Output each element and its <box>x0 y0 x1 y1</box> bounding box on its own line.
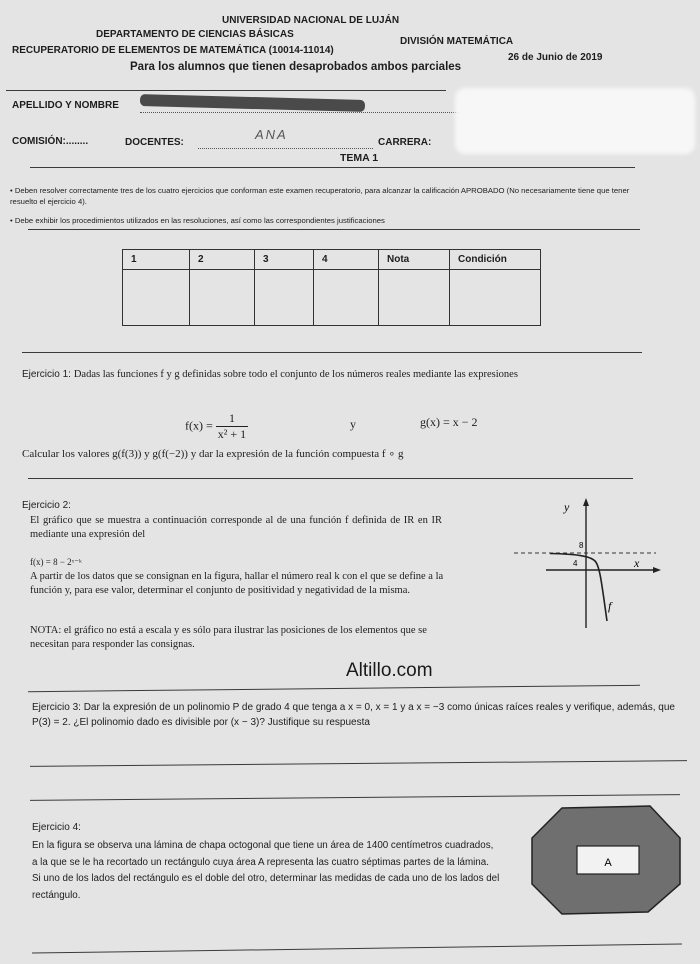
ej4-text: En la figura se observa una lámina de chapa octogonal que tiene un área de 1400 centímetros cuadrados, a la que se le ha recortado un rectángulo cuya área A representa las cuatro séptimas partes de la lámina. Si uno de los lados del rectángulo es el doble del otro, determinar las medidas de cada uno de los lados del rectángulo. <box>32 840 500 901</box>
ej3-text: Dar la expresión de un polinomio P de grado 4 que tenga a x = 0, x = 1 y a x = −3 como únicas raíces reales y verifique, además, que P(3) = 2. ¿El polinomio dado es divisible por (x − 3)? Justifique su respuesta <box>32 702 675 728</box>
grade-cell-nota[interactable] <box>379 270 450 326</box>
ej2-nota: NOTA: el gráfico no está a escala y es sólo para ilustrar las posiciones de los elementos que se necesitan para responder las consignas. <box>30 625 427 650</box>
ej1-text: Dadas las funciones f y g definidas sobre todo el conjunto de los números reales mediante las expresiones <box>73 369 518 380</box>
bullet-icon: • <box>10 186 15 195</box>
ej2-text-2: A partir de los datos que se consignan en la figura, hallar el número real k con el que se define a la función y, para ese valor, determinar el conjunto de positividad y negatividad de la misma. <box>30 571 444 596</box>
graph-y-arrow-icon <box>583 498 589 506</box>
ej1-f-definition <box>185 411 248 442</box>
instruction-1: • Deben resolver correctamente tres de los cuatro ejercicios que conforman este examen recuperatorio, para alcanzar la calificación APROBADO (No necesariamente tiene que tener resuelto el ejercicio 4). <box>10 186 630 206</box>
graph-intercept-label: 4 <box>573 559 578 568</box>
grade-header-nota: Nota <box>379 250 450 270</box>
graph-y-label: y <box>564 500 570 514</box>
ej1-f-lhs: f(x) = <box>185 418 213 433</box>
grade-header-condicion: Condición <box>450 250 541 270</box>
bullet-icon: • <box>10 216 15 225</box>
docentes-handwritten: ANA <box>255 127 288 142</box>
university-name: UNIVERSIDAD NACIONAL DE LUJÁN <box>222 15 400 26</box>
docentes-dots <box>198 148 373 149</box>
ej1-y-word: y <box>350 417 356 431</box>
ej2-divider <box>28 685 640 692</box>
table-divider <box>22 352 642 353</box>
department-name: DEPARTAMENTO DE CIENCIAS BÁSICAS <box>96 29 294 40</box>
name-dots <box>140 112 460 113</box>
grade-cell-3[interactable] <box>255 270 314 326</box>
ej1-g-definition: g(x) = x − 2 <box>420 415 478 429</box>
ej1-f-numerator: 1 <box>216 411 248 427</box>
ej1-divider <box>28 478 633 479</box>
instruction-2: • Debe exhibir los procedimientos utilizados en las resoluciones, así como las correspondientes justificaciones <box>10 216 385 225</box>
ej2-title: Ejercicio 2: <box>22 500 71 511</box>
docentes-label: DOCENTES: <box>125 137 184 148</box>
ej4-figure <box>520 800 688 922</box>
grade-cell-2[interactable] <box>190 270 255 326</box>
tema-label: TEMA 1 <box>340 152 379 164</box>
ej1-f-denominator: x² + 1 <box>217 427 247 441</box>
ej1-statement <box>22 366 652 383</box>
ej2-graph <box>506 496 666 636</box>
ej1-title: Ejercicio 1: <box>22 369 71 380</box>
ej3-divider-top <box>30 760 687 767</box>
grade-cell-condicion[interactable] <box>450 270 541 326</box>
graph-curve <box>550 554 607 622</box>
audience-line: Para los alumnos que tienen desaprobados ambos parciales <box>130 61 462 73</box>
watermark: Altillo.com <box>346 660 433 681</box>
rectangle-area-label: A <box>604 857 612 869</box>
exam-date: 26 de Junio de 2019 <box>508 52 603 63</box>
carrera-label: CARRERA: <box>378 137 432 148</box>
graph-curve-label: f <box>608 599 612 613</box>
ej1-f-fraction <box>216 411 248 442</box>
division-name: DIVISIÓN MATEMÁTICA <box>400 36 514 47</box>
grade-cell-1[interactable] <box>123 270 190 326</box>
graph-x-arrow-icon <box>653 567 661 573</box>
ej2-text-1: El gráfico que se muestra a continuación corresponde al de una función f definida de IR en IR mediante una expresión del <box>30 515 442 540</box>
grade-header-2: 2 <box>190 250 255 270</box>
name-label: APELLIDO Y NOMBRE <box>12 100 119 111</box>
ej1-question: Calcular los valores g(f(3)) y g(f(−2)) y dar la expresión de la función compuesta f ∘ g <box>22 448 404 460</box>
ej4-divider <box>32 943 682 953</box>
exam-title: RECUPERATORIO DE ELEMENTOS DE MATEMÁTICA (10014-11014) <box>12 45 334 56</box>
instructions-divider <box>28 229 640 230</box>
comision-label: COMISIÓN:........ <box>12 136 89 147</box>
graph-x-label: x <box>634 556 640 570</box>
grade-header-4: 4 <box>314 250 379 270</box>
header-divider <box>6 90 446 91</box>
ej4-title: Ejercicio 4: <box>32 822 81 833</box>
tema-divider <box>30 167 635 168</box>
grade-table <box>122 249 541 326</box>
graph-asymptote-label: 8 <box>579 541 584 550</box>
ej2-formula: f(x) = 8 − 2ˣ⁻ᵏ <box>30 557 82 567</box>
redacted-area <box>455 88 695 154</box>
ej3-statement <box>32 700 688 730</box>
grade-header-3: 3 <box>255 250 314 270</box>
ej3-title: Ejercicio 3: <box>32 702 81 713</box>
grade-cell-4[interactable] <box>314 270 379 326</box>
grade-header-1: 1 <box>123 250 190 270</box>
name-scribble <box>140 94 365 112</box>
